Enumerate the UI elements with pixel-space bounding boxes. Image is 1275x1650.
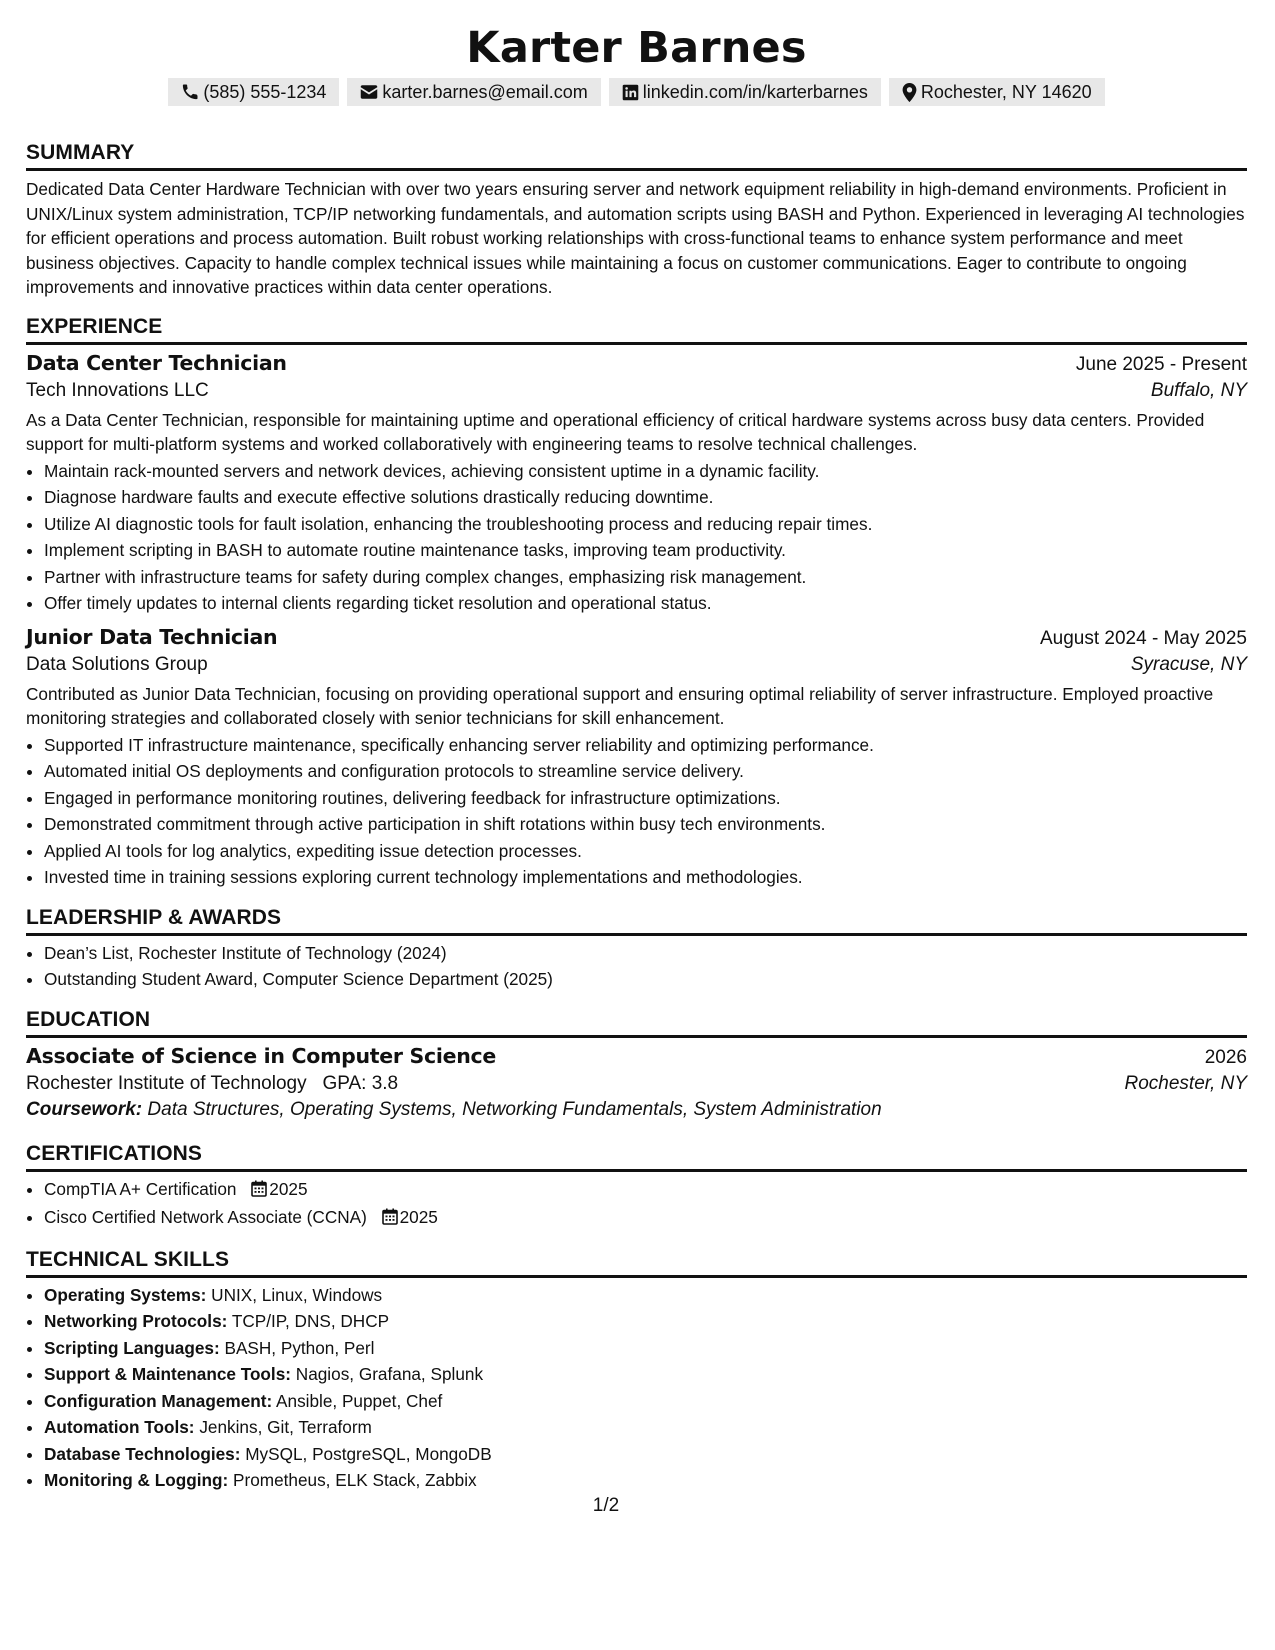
job-location: Syracuse, NY	[1130, 653, 1247, 675]
list-item: • Demonstrated commitment through active participation in shift rotations within busy tech environments.	[44, 811, 1247, 838]
list-item: • Diagnose hardware faults and execute effective solutions drastically reducing downtime.	[44, 484, 1247, 511]
certification-name: Cisco Certified Network Associate (CCNA)	[44, 1207, 367, 1227]
skill-category: Configuration Management:	[44, 1390, 273, 1411]
contact-phone[interactable]	[168, 78, 339, 106]
contact-linkedin-text: linkedin.com/in/karterbarnes	[642, 82, 868, 102]
list-item: • Engaged in performance monitoring routines, delivering feedback for infrastructure optimizations.	[44, 785, 1247, 812]
skill-values: Prometheus, ELK Stack, Zabbix	[233, 1470, 477, 1490]
list-item: • Dean’s List, Rochester Institute of Technology (2024)	[44, 940, 1247, 967]
list-item	[44, 1441, 1247, 1468]
skill-category: Networking Protocols:	[44, 1311, 228, 1331]
job-title: Junior Data Technician	[26, 624, 278, 649]
page-number: 1/2	[592, 1495, 620, 1516]
skill-values: Ansible, Puppet, Chef	[276, 1390, 443, 1411]
list-item	[44, 1282, 1247, 1309]
certifications-section	[26, 1141, 1247, 1233]
list-item	[44, 1308, 1247, 1335]
list-item	[44, 1388, 1247, 1415]
job-title: Data Center Technician	[26, 350, 287, 375]
skill-values: MySQL, PostgreSQL, MongoDB	[245, 1443, 492, 1464]
list-item	[44, 1176, 1247, 1205]
job-bullets	[26, 458, 1247, 617]
job-bullets	[26, 732, 1247, 891]
school-name: Rochester Institute of Technology	[26, 1072, 307, 1094]
contact-linkedin[interactable]	[609, 78, 881, 106]
summary-heading: SUMMARY	[26, 140, 1247, 171]
list-item: • Maintain rack-mounted servers and network devices, achieving consistent uptime in a dynamic facility.	[44, 458, 1247, 485]
school-location: Rochester, NY	[1124, 1072, 1247, 1094]
contact-location-text: Rochester, NY 14620	[920, 82, 1092, 102]
degree-title: Associate of Science in Computer Science	[26, 1043, 496, 1068]
coursework-list: Data Structures, Operating Systems, Networking Fundamentals, System Administration	[147, 1098, 882, 1120]
contact-location[interactable]	[889, 78, 1105, 106]
certifications-heading: CERTIFICATIONS	[26, 1141, 1247, 1172]
contact-bar	[26, 78, 1247, 106]
job-dates: June 2025 - Present	[1075, 353, 1247, 375]
list-item: • Partner with infrastructure teams for safety during complex changes, emphasizing risk management.	[44, 564, 1247, 591]
summary-section	[26, 140, 1247, 300]
experience-section	[26, 314, 1247, 891]
job-location: Buffalo, NY	[1150, 379, 1247, 401]
certification-name: CompTIA A+ Certification	[44, 1178, 237, 1199]
skills-section	[26, 1247, 1247, 1494]
list-item	[44, 1467, 1247, 1494]
contact-email-text: karter.barnes@email.com	[382, 82, 588, 102]
list-item: • Implement scripting in BASH to automate routine maintenance tasks, improving team productivity.	[44, 537, 1247, 564]
candidate-name: Karter Barnes	[466, 23, 807, 73]
certification-year: 2025	[399, 1207, 438, 1227]
resume-page	[26, 0, 1247, 1494]
contact-phone-text: (585) 555-1234	[203, 82, 327, 102]
envelope-icon	[360, 84, 378, 100]
certifications-list	[26, 1176, 1247, 1233]
skill-values: TCP/IP, DNS, DHCP	[231, 1311, 390, 1331]
list-item: • Invested time in training sessions exploring current technology implementations and methodologies.	[44, 864, 1247, 891]
skill-category: Monitoring & Logging:	[44, 1470, 229, 1490]
job-company: Data Solutions Group	[26, 653, 208, 675]
skill-category: Automation Tools:	[44, 1417, 195, 1437]
list-item: • Applied AI tools for log analytics, expediting issue detection processes.	[44, 838, 1247, 865]
job-description: As a Data Center Technician, responsible for maintaining uptime and operational efficiency of critical hardware systems across busy data centers. Provided support for multi-platform systems and worked collaboratively with engineering teams to resolve technical challenges.	[26, 409, 1205, 454]
linkedin-icon	[622, 84, 639, 101]
skill-values: UNIX, Linux, Windows	[211, 1284, 383, 1305]
list-item	[44, 1335, 1247, 1362]
coursework	[26, 1099, 1247, 1121]
job-entry	[26, 351, 1247, 617]
list-item: • Utilize AI diagnostic tools for fault isolation, enhancing the troubleshooting process and reducing repair times.	[44, 511, 1247, 538]
job-entry	[26, 625, 1247, 891]
skill-category: Operating Systems:	[44, 1284, 207, 1305]
skill-category: Scripting Languages:	[44, 1337, 220, 1358]
skill-values: Nagios, Grafana, Splunk	[295, 1364, 484, 1384]
education-heading: EDUCATION	[26, 1007, 1247, 1038]
awards-section	[26, 905, 1247, 993]
coursework-label: Coursework:	[26, 1098, 143, 1120]
list-item	[44, 1361, 1247, 1388]
list-item	[44, 1414, 1247, 1441]
phone-icon	[181, 83, 199, 101]
map-pin-icon	[902, 83, 917, 102]
list-item	[44, 1204, 1247, 1233]
experience-heading: EXPERIENCE	[26, 314, 1247, 345]
job-description: Contributed as Junior Data Technician, focusing on providing operational support and ensuring optimal reliability of server infrastructure. Employed proactive monitoring strategies and collaborated closely with senior technicians for skill enhancement.	[26, 683, 1214, 728]
graduation-year: 2026	[1204, 1046, 1247, 1068]
calendar-icon	[382, 1206, 398, 1233]
awards-heading: LEADERSHIP & AWARDS	[26, 905, 1247, 936]
skill-category: Database Technologies:	[44, 1443, 241, 1464]
education-section	[26, 1007, 1247, 1121]
summary-text: Dedicated Data Center Hardware Technician with over two years ensuring server and network equipment reliability in high-demand environments. Proficient in UNIX/Linux system administration, TCP/IP networking fundamentals, and automation scripts using BASH and Python. Experienced in leveraging AI technologies for efficient operations and process automation. Built robust working relationships with cross-functional teams to enhance system performance and meet business objectives. Capacity to handle complex technical issues while maintaining a focus on customer communications. Eager to contribute to ongoing improvements and innovative practices within data center operations.	[26, 179, 1245, 297]
job-dates: August 2024 - May 2025	[1039, 627, 1247, 649]
list-item: • Outstanding Student Award, Computer Science Department (2025)	[44, 966, 1247, 993]
skill-category: Support & Maintenance Tools:	[44, 1364, 291, 1384]
list-item: • Supported IT infrastructure maintenance, specifically enhancing server reliability and optimizing performance.	[44, 732, 1247, 759]
contact-email[interactable]	[347, 78, 600, 106]
gpa: GPA: 3.8	[322, 1072, 399, 1094]
certification-year: 2025	[269, 1178, 308, 1199]
job-company: Tech Innovations LLC	[26, 379, 209, 401]
skills-list	[26, 1282, 1247, 1494]
awards-list	[26, 940, 1247, 993]
skill-values: BASH, Python, Perl	[224, 1337, 375, 1358]
calendar-icon	[251, 1178, 267, 1205]
list-item: • Automated initial OS deployments and configuration protocols to streamline service delivery.	[44, 758, 1247, 785]
skill-values: Jenkins, Git, Terraform	[199, 1417, 372, 1437]
list-item: • Offer timely updates to internal clients regarding ticket resolution and operational status.	[44, 590, 1247, 617]
skills-heading: TECHNICAL SKILLS	[26, 1247, 1247, 1278]
